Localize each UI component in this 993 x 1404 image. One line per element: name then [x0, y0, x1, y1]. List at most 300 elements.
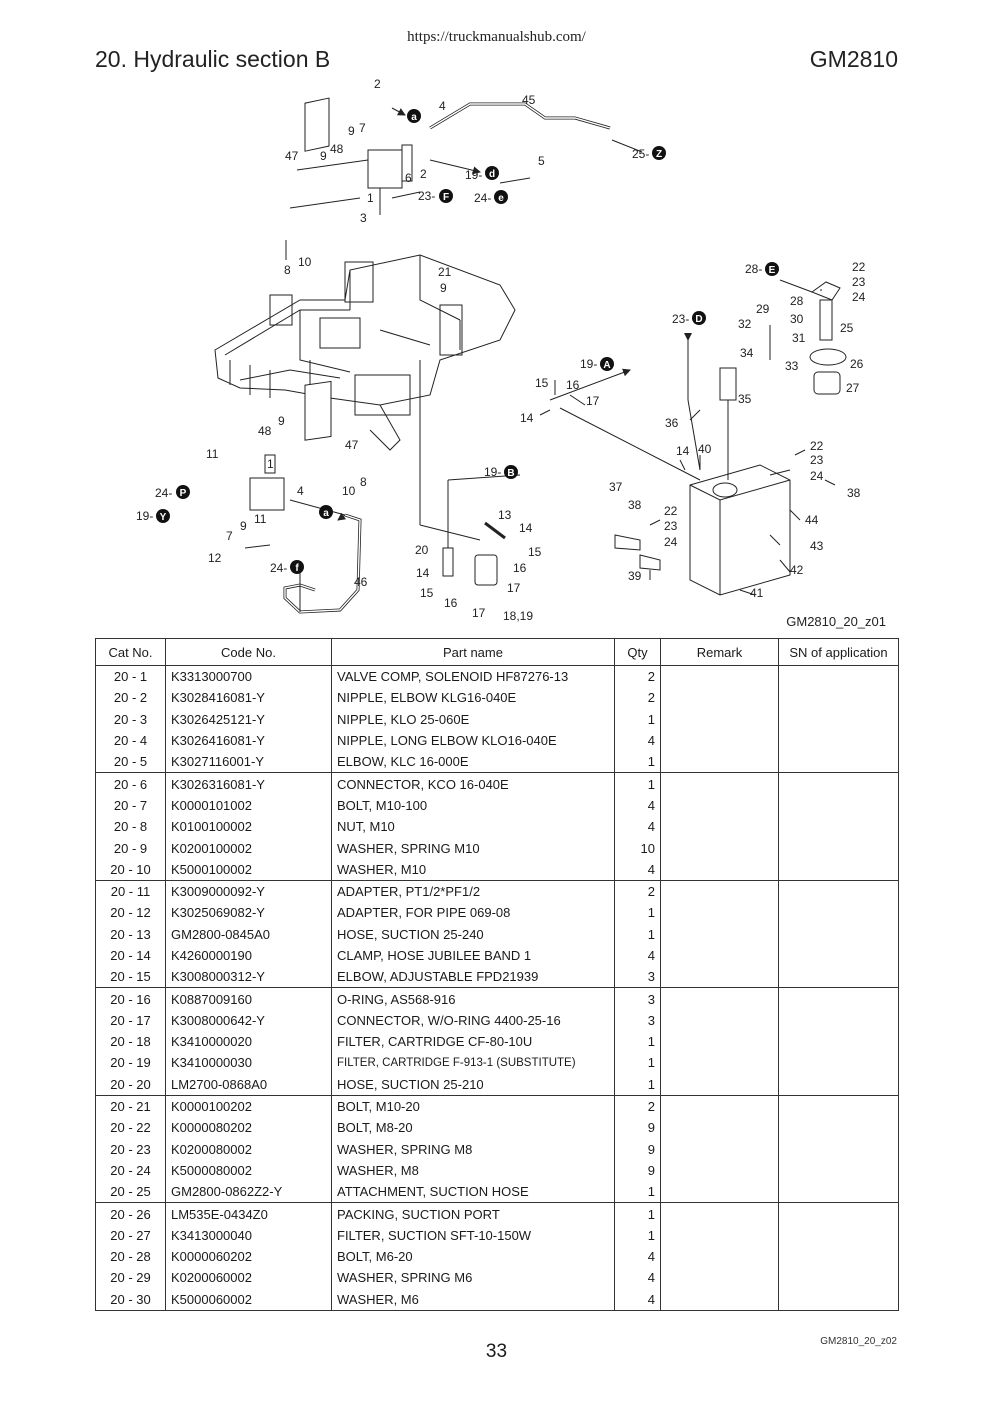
badge-B: B — [507, 468, 515, 479]
sn-cell — [779, 730, 899, 751]
callout-20: 20 — [415, 543, 429, 557]
qty-cell: 3 — [615, 988, 661, 1010]
qty-cell: 1 — [615, 1181, 661, 1203]
part-name-cell: FILTER, CARTRIDGE F-913-1 (SUBSTITUTE) — [332, 1052, 615, 1073]
code-no-cell: K0000080202 — [166, 1117, 332, 1138]
table-row — [96, 1117, 899, 1138]
callout-24: 24- — [155, 486, 173, 500]
sn-cell — [779, 1160, 899, 1181]
callout-17: 17 — [507, 581, 521, 595]
callout-27: 27 — [846, 381, 860, 395]
code-no-cell: K3008000312-Y — [166, 966, 332, 988]
cat-no-cell: 20 - 7 — [96, 795, 166, 816]
callout-47: 47 — [285, 149, 299, 163]
header-part-name: Part name — [332, 639, 615, 666]
callout-1: 1 — [367, 191, 374, 205]
callout-32: 32 — [738, 317, 752, 331]
remark-cell — [661, 902, 779, 923]
code-no-cell: K3410000030 — [166, 1052, 332, 1073]
remark-cell — [661, 945, 779, 966]
cat-no-cell: 20 - 12 — [96, 902, 166, 923]
qty-cell: 4 — [615, 730, 661, 751]
badge-Y: Y — [159, 512, 167, 523]
header-qty: Qty — [615, 639, 661, 666]
sn-cell — [779, 751, 899, 773]
callout-23: 23 — [852, 275, 866, 289]
remark-cell — [661, 1139, 779, 1160]
callout-39: 39 — [628, 569, 642, 583]
part-name-cell: NIPPLE, LONG ELBOW KLO16-040E — [332, 730, 615, 751]
callout-30: 30 — [790, 312, 804, 326]
part-name-cell: ADAPTER, FOR PIPE 069-08 — [332, 902, 615, 923]
part-name-cell: ATTACHMENT, SUCTION HOSE — [332, 1181, 615, 1203]
callout-34: 34 — [740, 346, 754, 360]
part-name-cell: CONNECTOR, KCO 16-040E — [332, 773, 615, 795]
callout-11: 11 — [254, 512, 267, 526]
table-row — [96, 795, 899, 816]
remark-cell — [661, 1010, 779, 1031]
sn-cell — [779, 880, 899, 902]
callout-24: 24 — [810, 469, 824, 483]
callout-2: 2 — [374, 77, 381, 91]
callout-24: 24 — [664, 535, 678, 549]
code-no-cell: LM535E-0434Z0 — [166, 1203, 332, 1225]
cat-no-cell: 20 - 8 — [96, 816, 166, 837]
code-no-cell: K0200060002 — [166, 1267, 332, 1288]
header-remark: Remark — [661, 639, 779, 666]
table-row — [96, 1225, 899, 1246]
callout-24: 24 — [852, 290, 866, 304]
remark-cell — [661, 1074, 779, 1096]
callout-23: 23- — [418, 189, 436, 203]
callout-19: 19- — [580, 357, 598, 371]
page-title: 20. Hydraulic section B — [95, 46, 331, 72]
cat-no-cell: 20 - 1 — [96, 666, 166, 688]
table-header-row — [96, 639, 899, 666]
table-row — [96, 924, 899, 945]
part-name-cell: BOLT, M10-20 — [332, 1095, 615, 1117]
callout-10: 10 — [298, 255, 312, 269]
code-no-cell: K3027116001-Y — [166, 751, 332, 773]
code-no-cell: K0000100202 — [166, 1095, 332, 1117]
code-no-cell: K0000060202 — [166, 1246, 332, 1267]
sn-cell — [779, 1181, 899, 1203]
callout-4: 4 — [439, 99, 446, 113]
remark-cell — [661, 1052, 779, 1073]
part-name-cell: CONNECTOR, W/O-RING 4400-25-16 — [332, 1010, 615, 1031]
callout-15: 15 — [420, 586, 434, 600]
cat-no-cell: 20 - 30 — [96, 1289, 166, 1311]
table-row — [96, 837, 899, 858]
callout-12: 12 — [208, 551, 222, 565]
header-cat-no: Cat No. — [96, 639, 166, 666]
callout-2: 2 — [420, 167, 427, 181]
qty-cell: 9 — [615, 1160, 661, 1181]
callout-13: 13 — [498, 508, 512, 522]
qty-cell: 2 — [615, 880, 661, 902]
remark-cell — [661, 1117, 779, 1138]
code-no-cell: K5000060002 — [166, 1289, 332, 1311]
part-name-cell: WASHER, SPRING M8 — [332, 1139, 615, 1160]
sn-cell — [779, 902, 899, 923]
remark-cell — [661, 1246, 779, 1267]
callout-19: 19- — [484, 465, 502, 479]
sn-cell — [779, 1010, 899, 1031]
cat-no-cell: 20 - 25 — [96, 1181, 166, 1203]
qty-cell: 4 — [615, 1289, 661, 1311]
callout-37: 37 — [609, 480, 623, 494]
cat-no-cell: 20 - 2 — [96, 687, 166, 708]
callout-19: 19- — [136, 509, 154, 523]
table-row — [96, 773, 899, 795]
sn-cell — [779, 988, 899, 1010]
remark-cell — [661, 880, 779, 902]
code-no-cell: GM2800-0845A0 — [166, 924, 332, 945]
sn-cell — [779, 859, 899, 881]
code-no-cell: K3026316081-Y — [166, 773, 332, 795]
callout-9: 9 — [440, 281, 447, 295]
cat-no-cell: 20 - 13 — [96, 924, 166, 945]
remark-cell — [661, 816, 779, 837]
callout-35: 35 — [738, 392, 752, 406]
table-row — [96, 880, 899, 902]
table-row — [96, 988, 899, 1010]
callout-14: 14 — [520, 411, 534, 425]
cat-no-cell: 20 - 4 — [96, 730, 166, 751]
table-row — [96, 1160, 899, 1181]
part-name-cell: PACKING, SUCTION PORT — [332, 1203, 615, 1225]
code-no-cell: K0200080002 — [166, 1139, 332, 1160]
badge-P: P — [179, 488, 187, 499]
parts-list-table — [95, 638, 899, 1311]
sn-cell — [779, 837, 899, 858]
code-no-cell: GM2800-0862Z2-Y — [166, 1181, 332, 1203]
callout-16: 16 — [566, 378, 580, 392]
part-name-cell: ADAPTER, PT1/2*PF1/2 — [332, 880, 615, 902]
cat-no-cell: 20 - 19 — [96, 1052, 166, 1073]
code-no-cell: K4260000190 — [166, 945, 332, 966]
code-no-cell: K3009000092-Y — [166, 880, 332, 902]
callout-16: 16 — [444, 596, 458, 610]
part-name-cell: NIPPLE, KLO 25-060E — [332, 709, 615, 730]
sn-cell — [779, 1267, 899, 1288]
cat-no-cell: 20 - 29 — [96, 1267, 166, 1288]
cat-no-cell: 20 - 9 — [96, 837, 166, 858]
cat-no-cell: 20 - 26 — [96, 1203, 166, 1225]
callout-8: 8 — [360, 475, 367, 489]
callout-15: 15 — [535, 376, 549, 390]
source-url: https://truckmanualshub.com/ — [407, 29, 586, 45]
remark-cell — [661, 1225, 779, 1246]
remark-cell — [661, 773, 779, 795]
badge-z: Z — [655, 149, 663, 160]
qty-cell: 4 — [615, 945, 661, 966]
qty-cell: 2 — [615, 1095, 661, 1117]
code-no-cell: LM2700-0868A0 — [166, 1074, 332, 1096]
figure-reference: GM2810_20_z01 — [786, 614, 886, 629]
qty-cell: 1 — [615, 1031, 661, 1052]
part-name-cell: WASHER, M8 — [332, 1160, 615, 1181]
table-row — [96, 1246, 899, 1267]
callout-19: 19- — [465, 168, 483, 182]
callout-14: 14 — [676, 444, 690, 458]
callout-42: 42 — [790, 563, 804, 577]
badge-e: e — [498, 193, 504, 204]
qty-cell: 1 — [615, 751, 661, 773]
remark-cell — [661, 709, 779, 730]
qty-cell: 3 — [615, 1010, 661, 1031]
callout-1: 1 — [267, 457, 274, 471]
remark-cell — [661, 751, 779, 773]
remark-cell — [661, 1289, 779, 1311]
cat-no-cell: 20 - 6 — [96, 773, 166, 795]
cat-no-cell: 20 - 24 — [96, 1160, 166, 1181]
qty-cell: 4 — [615, 1267, 661, 1288]
callout-25: 25 — [840, 321, 854, 335]
callout-33: 33 — [785, 359, 799, 373]
code-no-cell: K3410000020 — [166, 1031, 332, 1052]
table-row — [96, 945, 899, 966]
table-row — [96, 1052, 899, 1073]
callout-23: 23 — [664, 519, 678, 533]
part-name-cell: FILTER, SUCTION SFT-10-150W — [332, 1225, 615, 1246]
part-name-cell: FILTER, CARTRIDGE CF-80-10U — [332, 1031, 615, 1052]
sn-cell — [779, 709, 899, 730]
sn-cell — [779, 795, 899, 816]
remark-cell — [661, 730, 779, 751]
cat-no-cell: 20 - 22 — [96, 1117, 166, 1138]
sn-cell — [779, 1289, 899, 1311]
code-no-cell: K3008000642-Y — [166, 1010, 332, 1031]
part-name-cell: BOLT, M8-20 — [332, 1117, 615, 1138]
cat-no-cell: 20 - 10 — [96, 859, 166, 881]
callout-10: 10 — [342, 484, 356, 498]
sn-cell — [779, 687, 899, 708]
callout-29: 29 — [756, 302, 770, 316]
qty-cell: 1 — [615, 1203, 661, 1225]
qty-cell: 4 — [615, 795, 661, 816]
callout-14: 14 — [519, 521, 533, 535]
cat-no-cell: 20 - 23 — [96, 1139, 166, 1160]
table-row — [96, 1267, 899, 1288]
sn-cell — [779, 1246, 899, 1267]
callout-23: 23- — [672, 312, 690, 326]
callout-7: 7 — [359, 121, 366, 135]
part-name-cell: NIPPLE, ELBOW KLG16-040E — [332, 687, 615, 708]
sn-cell — [779, 1031, 899, 1052]
part-name-cell: WASHER, M10 — [332, 859, 615, 881]
remark-cell — [661, 1160, 779, 1181]
part-name-cell: NUT, M10 — [332, 816, 615, 837]
sn-cell — [779, 966, 899, 988]
part-name-cell: HOSE, SUCTION 25-210 — [332, 1074, 615, 1096]
callout-14: 14 — [416, 566, 430, 580]
code-no-cell: K0200100002 — [166, 837, 332, 858]
callout-18-19: 18,19 — [503, 609, 534, 623]
qty-cell: 9 — [615, 1117, 661, 1138]
remark-cell — [661, 666, 779, 688]
code-no-cell: K5000080002 — [166, 1160, 332, 1181]
cat-no-cell: 20 - 20 — [96, 1074, 166, 1096]
callout-21: 21 — [438, 265, 452, 279]
callout-41: 41 — [750, 586, 764, 600]
cat-no-cell: 20 - 16 — [96, 988, 166, 1010]
sn-cell — [779, 1225, 899, 1246]
cat-no-cell: 20 - 14 — [96, 945, 166, 966]
remark-cell — [661, 924, 779, 945]
part-name-cell: CLAMP, HOSE JUBILEE BAND 1 — [332, 945, 615, 966]
part-name-cell: O-RING, AS568-916 — [332, 988, 615, 1010]
callout-38: 38 — [628, 498, 642, 512]
table-reference: GM2810_20_z02 — [820, 1336, 897, 1347]
callout-22: 22 — [852, 260, 866, 274]
remark-cell — [661, 1203, 779, 1225]
code-no-cell: K0887009160 — [166, 988, 332, 1010]
qty-cell: 1 — [615, 773, 661, 795]
sn-cell — [779, 1095, 899, 1117]
callout-22: 22 — [810, 439, 824, 453]
code-no-cell: K3026416081-Y — [166, 730, 332, 751]
table-row — [96, 816, 899, 837]
model-number: GM2810 — [809, 46, 898, 72]
part-name-cell: WASHER, SPRING M10 — [332, 837, 615, 858]
table-row — [96, 751, 899, 773]
table-row — [96, 1139, 899, 1160]
remark-cell — [661, 1095, 779, 1117]
cat-no-cell: 20 - 21 — [96, 1095, 166, 1117]
qty-cell: 1 — [615, 924, 661, 945]
table-row — [96, 666, 899, 688]
callout-48: 48 — [330, 142, 344, 156]
callout-46: 46 — [354, 575, 368, 589]
callout-24: 24- — [474, 191, 492, 205]
callout-40: 40 — [698, 442, 712, 456]
cat-no-cell: 20 - 15 — [96, 966, 166, 988]
callout-47: 47 — [345, 438, 359, 452]
callout-17: 17 — [472, 606, 486, 620]
sn-cell — [779, 1117, 899, 1138]
sn-cell — [779, 924, 899, 945]
qty-cell: 10 — [615, 837, 661, 858]
remark-cell — [661, 687, 779, 708]
table-row — [96, 730, 899, 751]
callout-8: 8 — [284, 263, 291, 277]
callout-11: 11 — [206, 447, 219, 461]
sn-cell — [779, 1074, 899, 1096]
table-row — [96, 1031, 899, 1052]
table-row — [96, 1181, 899, 1203]
header-sn-of-application: SN of application — [779, 639, 899, 666]
badge-d: d — [488, 169, 496, 180]
table-row — [96, 1095, 899, 1117]
callout-26: 26 — [850, 357, 864, 371]
callout-36: 36 — [665, 416, 679, 430]
part-name-cell: WASHER, M6 — [332, 1289, 615, 1311]
sn-cell — [779, 1203, 899, 1225]
callout-15: 15 — [528, 545, 542, 559]
callout-4: 4 — [297, 484, 304, 498]
badge-a: a — [323, 508, 329, 519]
callout-5: 5 — [538, 154, 545, 168]
cat-no-cell: 20 - 17 — [96, 1010, 166, 1031]
code-no-cell: K3026425121-Y — [166, 709, 332, 730]
callout-31: 31 — [792, 331, 806, 345]
table-row — [96, 687, 899, 708]
code-no-cell: K0100100002 — [166, 816, 332, 837]
part-name-cell: BOLT, M10-100 — [332, 795, 615, 816]
parts-table-body — [96, 666, 899, 1311]
callout-22: 22 — [664, 504, 678, 518]
remark-cell — [661, 795, 779, 816]
remark-cell — [661, 859, 779, 881]
code-no-cell: K3028416081-Y — [166, 687, 332, 708]
badge-E: E — [768, 265, 776, 276]
qty-cell: 4 — [615, 816, 661, 837]
cat-no-cell: 20 - 27 — [96, 1225, 166, 1246]
callout-23: 23 — [810, 453, 824, 467]
table-row — [96, 1289, 899, 1311]
part-name-cell: BOLT, M6-20 — [332, 1246, 615, 1267]
callout-17: 17 — [586, 394, 600, 408]
qty-cell: 2 — [615, 687, 661, 708]
cat-no-cell: 20 - 28 — [96, 1246, 166, 1267]
table-row — [96, 966, 899, 988]
remark-cell — [661, 1181, 779, 1203]
table-row — [96, 859, 899, 881]
table-row — [96, 1074, 899, 1096]
sn-cell — [779, 773, 899, 795]
badge-a: a — [411, 112, 417, 123]
badge-f: f — [295, 563, 299, 574]
qty-cell: 3 — [615, 966, 661, 988]
callout-28: 28- — [745, 262, 763, 276]
code-no-cell: K3313000700 — [166, 666, 332, 688]
qty-cell: 1 — [615, 1225, 661, 1246]
part-name-cell: HOSE, SUCTION 25-240 — [332, 924, 615, 945]
page-number: 33 — [485, 1341, 508, 1362]
callout-28: 28 — [790, 294, 804, 308]
remark-cell — [661, 988, 779, 1010]
table-row — [96, 709, 899, 730]
qty-cell: 2 — [615, 666, 661, 688]
callout-9: 9 — [278, 414, 285, 428]
callout-6: 6 — [405, 171, 412, 185]
callout-9: 9 — [240, 519, 247, 533]
callout-48: 48 — [258, 424, 272, 438]
part-name-cell: WASHER, SPRING M6 — [332, 1267, 615, 1288]
callout-16: 16 — [513, 561, 527, 575]
qty-cell: 4 — [615, 859, 661, 881]
cat-no-cell: 20 - 11 — [96, 880, 166, 902]
qty-cell: 4 — [615, 1246, 661, 1267]
code-no-cell: K3413000040 — [166, 1225, 332, 1246]
cat-no-cell: 20 - 18 — [96, 1031, 166, 1052]
code-no-cell: K0000101002 — [166, 795, 332, 816]
part-name-cell: VALVE COMP, SOLENOID HF87276-13 — [332, 666, 615, 688]
code-no-cell: K3025069082-Y — [166, 902, 332, 923]
sn-cell — [779, 945, 899, 966]
badge-A: A — [603, 360, 611, 371]
badge-f: F — [442, 192, 450, 203]
callout-44: 44 — [805, 513, 819, 527]
cat-no-cell: 20 - 3 — [96, 709, 166, 730]
callout-7: 7 — [226, 529, 233, 543]
qty-cell: 1 — [615, 1052, 661, 1073]
callout-25: 25- — [632, 147, 650, 161]
header-code-no: Code No. — [166, 639, 332, 666]
callout-9: 9 — [348, 124, 355, 138]
qty-cell: 1 — [615, 709, 661, 730]
